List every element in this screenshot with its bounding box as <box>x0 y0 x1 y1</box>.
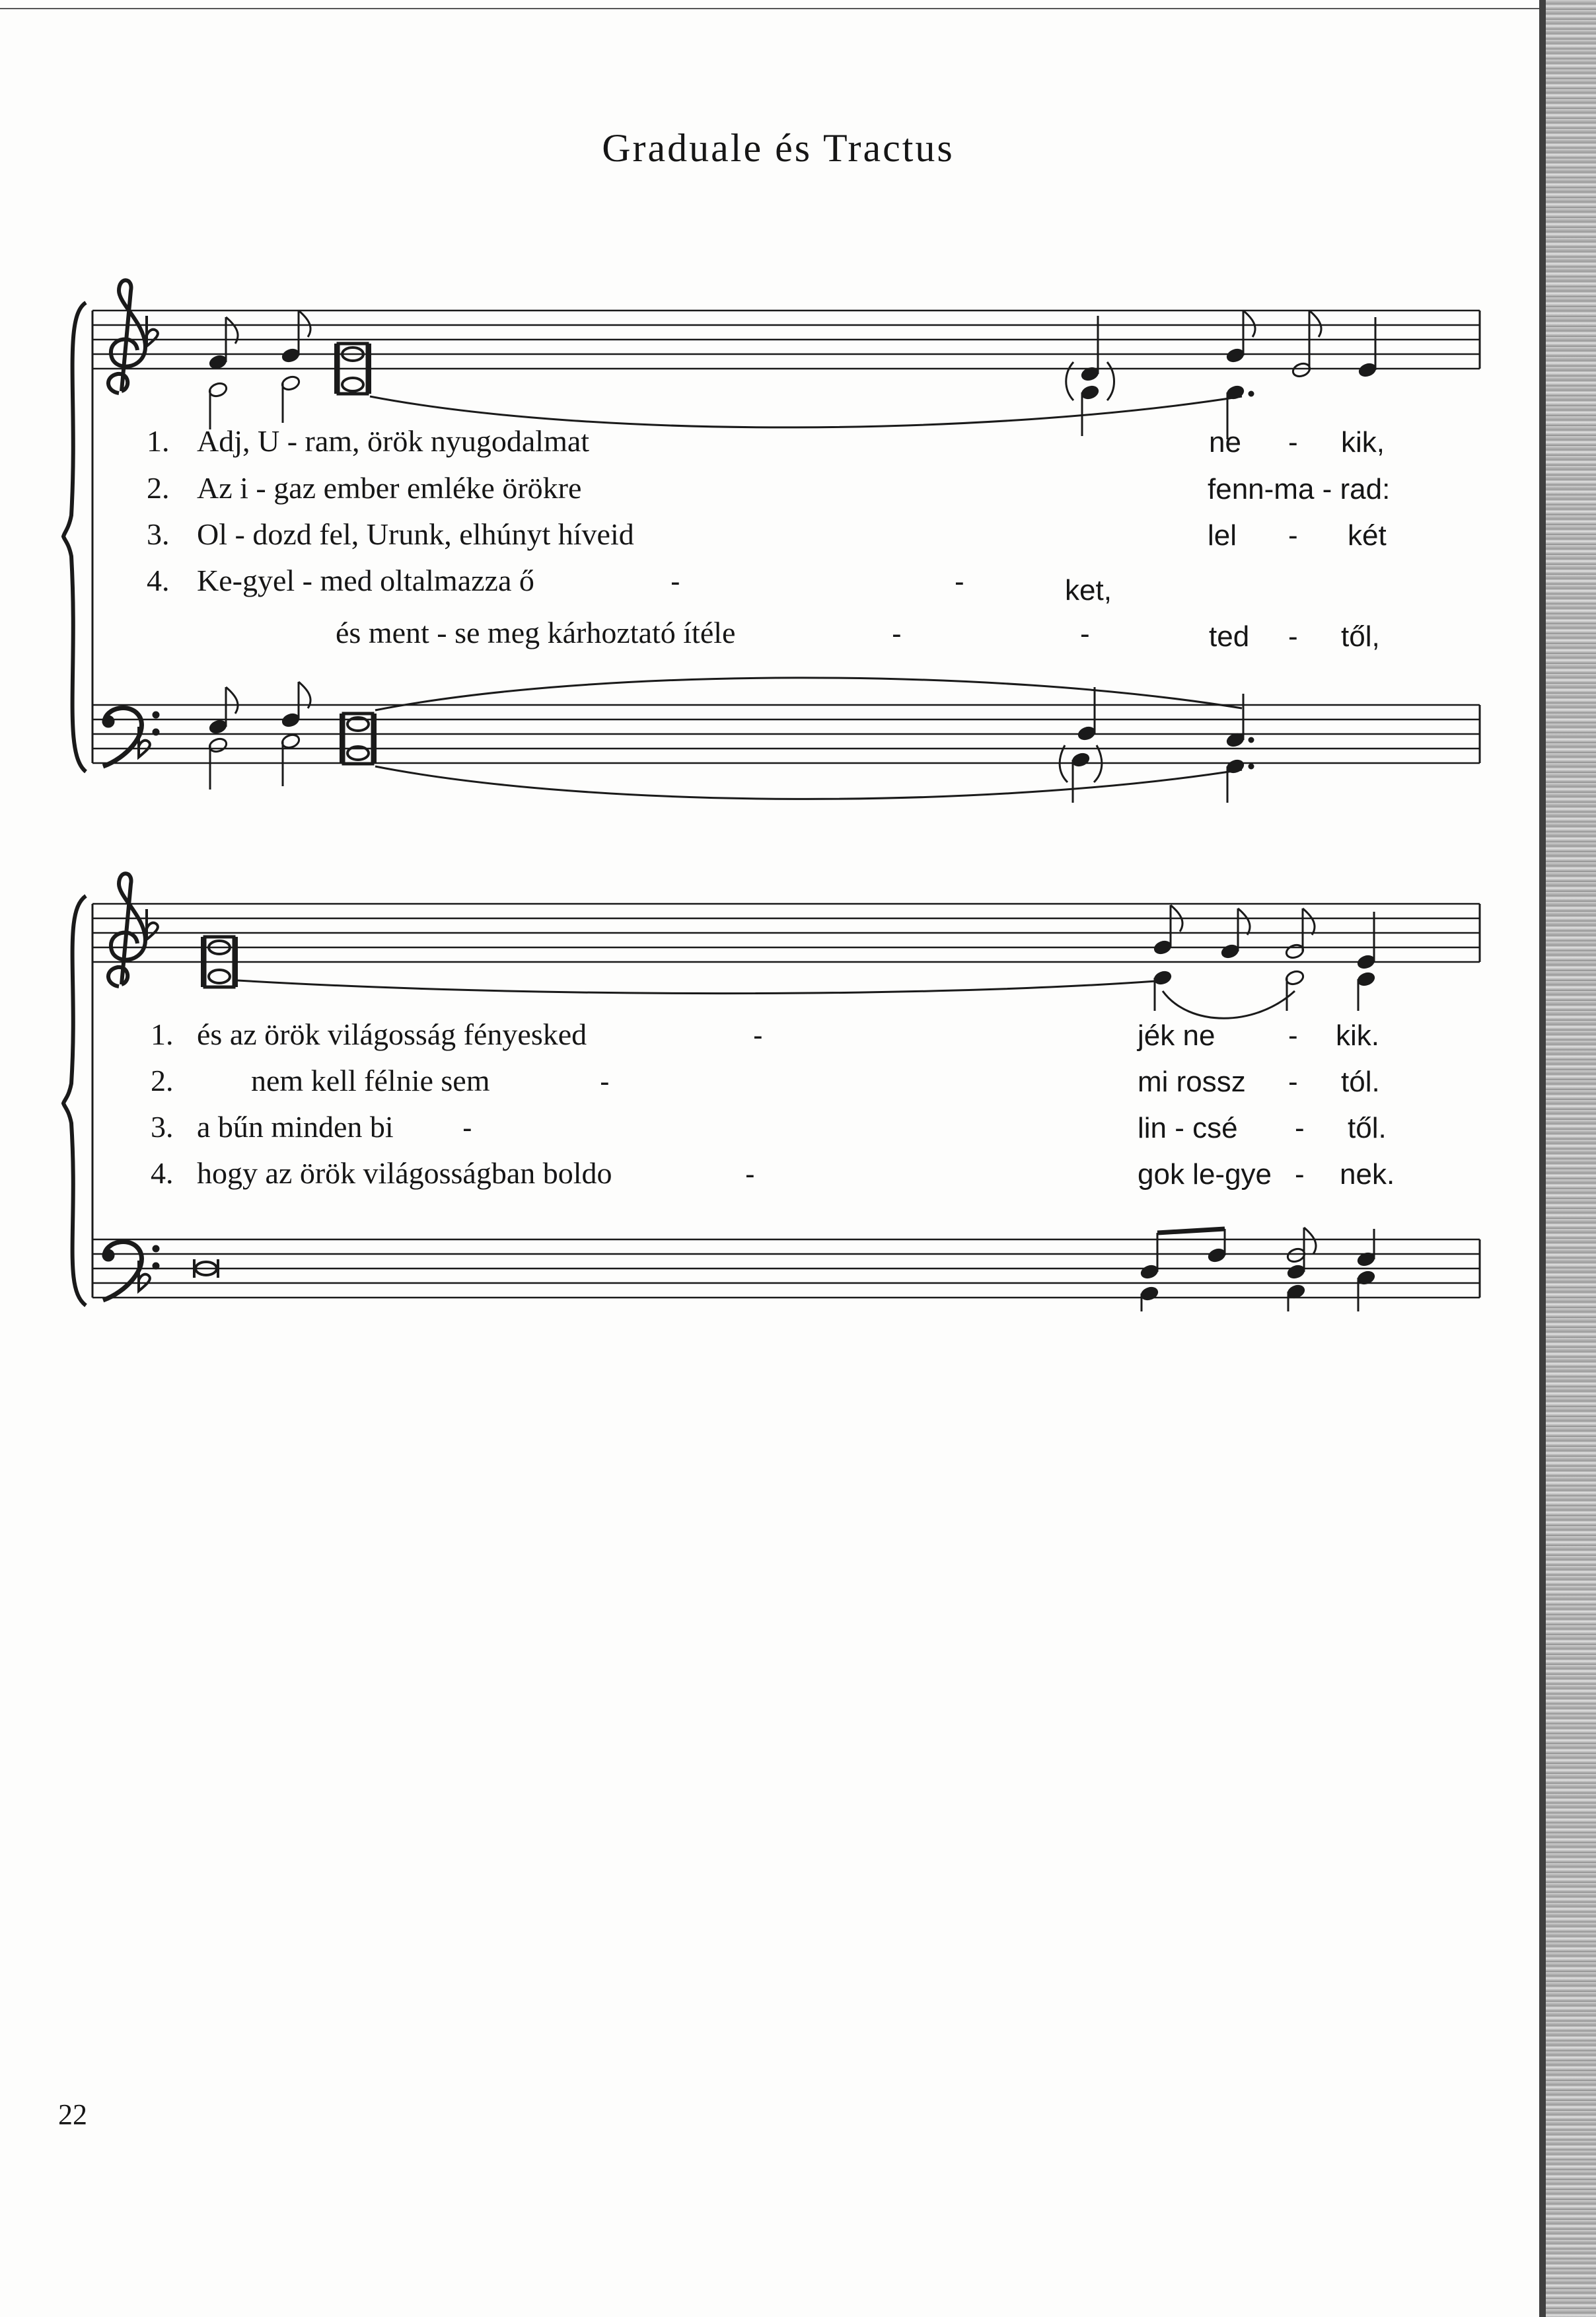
system-2-staves <box>63 896 1480 1306</box>
verse-ending: ted <box>1209 620 1250 653</box>
bass-notes-1 <box>208 678 1254 803</box>
verse-ending: től. <box>1348 1112 1387 1144</box>
verse-ending: két <box>1348 519 1387 552</box>
verse-number: 3. <box>147 517 170 551</box>
verse-ending: jék ne <box>1138 1019 1215 1052</box>
treble-staff-2 <box>92 904 1480 962</box>
treble-clef-icon <box>108 873 145 986</box>
system-brace-2 <box>63 896 86 1306</box>
treble-staff-1 <box>92 311 1480 369</box>
verse-ending: lel <box>1208 519 1237 552</box>
verse-dash: - <box>462 1112 472 1144</box>
bass-clef-icon <box>102 1242 159 1300</box>
verse-ending: nek. <box>1340 1158 1395 1191</box>
verse-ending: től, <box>1341 620 1380 653</box>
verse-text: nem kell félnie sem <box>251 1064 490 1097</box>
verse-ending: ket, <box>1065 574 1112 607</box>
verse-dash: - <box>745 1158 755 1191</box>
verse-number: 2. <box>151 1064 174 1097</box>
verse-ending: kik, <box>1341 426 1385 459</box>
treble-notes-1 <box>208 311 1378 439</box>
bass-clef-icon <box>102 708 159 766</box>
verse-dash: - <box>1288 1019 1298 1052</box>
verse-dash: - <box>671 566 680 598</box>
verse-number: 4. <box>147 564 170 597</box>
verse-dash: - <box>1295 1158 1305 1191</box>
verse-dash: - <box>1288 426 1298 459</box>
verse-ending: fenn-ma - rad: <box>1208 473 1391 505</box>
verse-dash: - <box>753 1019 763 1052</box>
page-title: Graduale és Tractus <box>602 126 955 170</box>
verse-continuation: és ment - se meg kárhoztató ítéle <box>336 616 736 649</box>
verse-text: Adj, U - ram, örök nyugodalmat <box>197 424 590 458</box>
verse-number: 2. <box>147 471 170 505</box>
page-number: 22 <box>58 2098 87 2131</box>
verse-text: hogy az örök világosságban boldo <box>197 1156 612 1190</box>
verse-text: Az i - gaz ember emléke örökre <box>197 471 582 505</box>
verse-dash: - <box>1295 1112 1305 1144</box>
verse-number: 1. <box>147 424 170 458</box>
system-brace <box>63 303 86 772</box>
verse-text: Ke-gyel - med oltalmazza ő <box>197 564 534 597</box>
verse-dash: - <box>955 566 964 598</box>
verse-ending: lin - csé <box>1138 1112 1238 1144</box>
verse-dash: - <box>1288 1066 1298 1098</box>
verse-dash: - <box>1288 519 1298 552</box>
verse-ending: gok le-gye <box>1138 1158 1272 1191</box>
verse-dash: - <box>1288 620 1298 653</box>
treble-clef-icon <box>108 280 145 393</box>
verse-number: 3. <box>151 1110 174 1144</box>
verse-dash: - <box>600 1066 610 1098</box>
verse-text: Ol - dozd fel, Urunk, elhúnyt híveid <box>197 517 634 551</box>
verse-dash: - <box>892 618 902 650</box>
flat-sign-icon <box>147 909 158 939</box>
verse-ending: ne <box>1209 426 1241 459</box>
bass-staff-1 <box>92 705 1480 763</box>
verse-number: 4. <box>151 1156 174 1190</box>
verse-text: és az örök világosság fényesked <box>197 1017 587 1051</box>
bass-staff-2 <box>92 1239 1480 1298</box>
verse-text: a bűn minden bi <box>197 1110 394 1144</box>
verse-ending: tól. <box>1341 1066 1380 1098</box>
verse-dash: - <box>1080 618 1090 650</box>
flat-sign-icon <box>147 316 158 346</box>
verse-ending: kik. <box>1336 1019 1379 1052</box>
verse-ending: mi rossz <box>1138 1066 1246 1098</box>
verse-number: 1. <box>151 1017 174 1051</box>
